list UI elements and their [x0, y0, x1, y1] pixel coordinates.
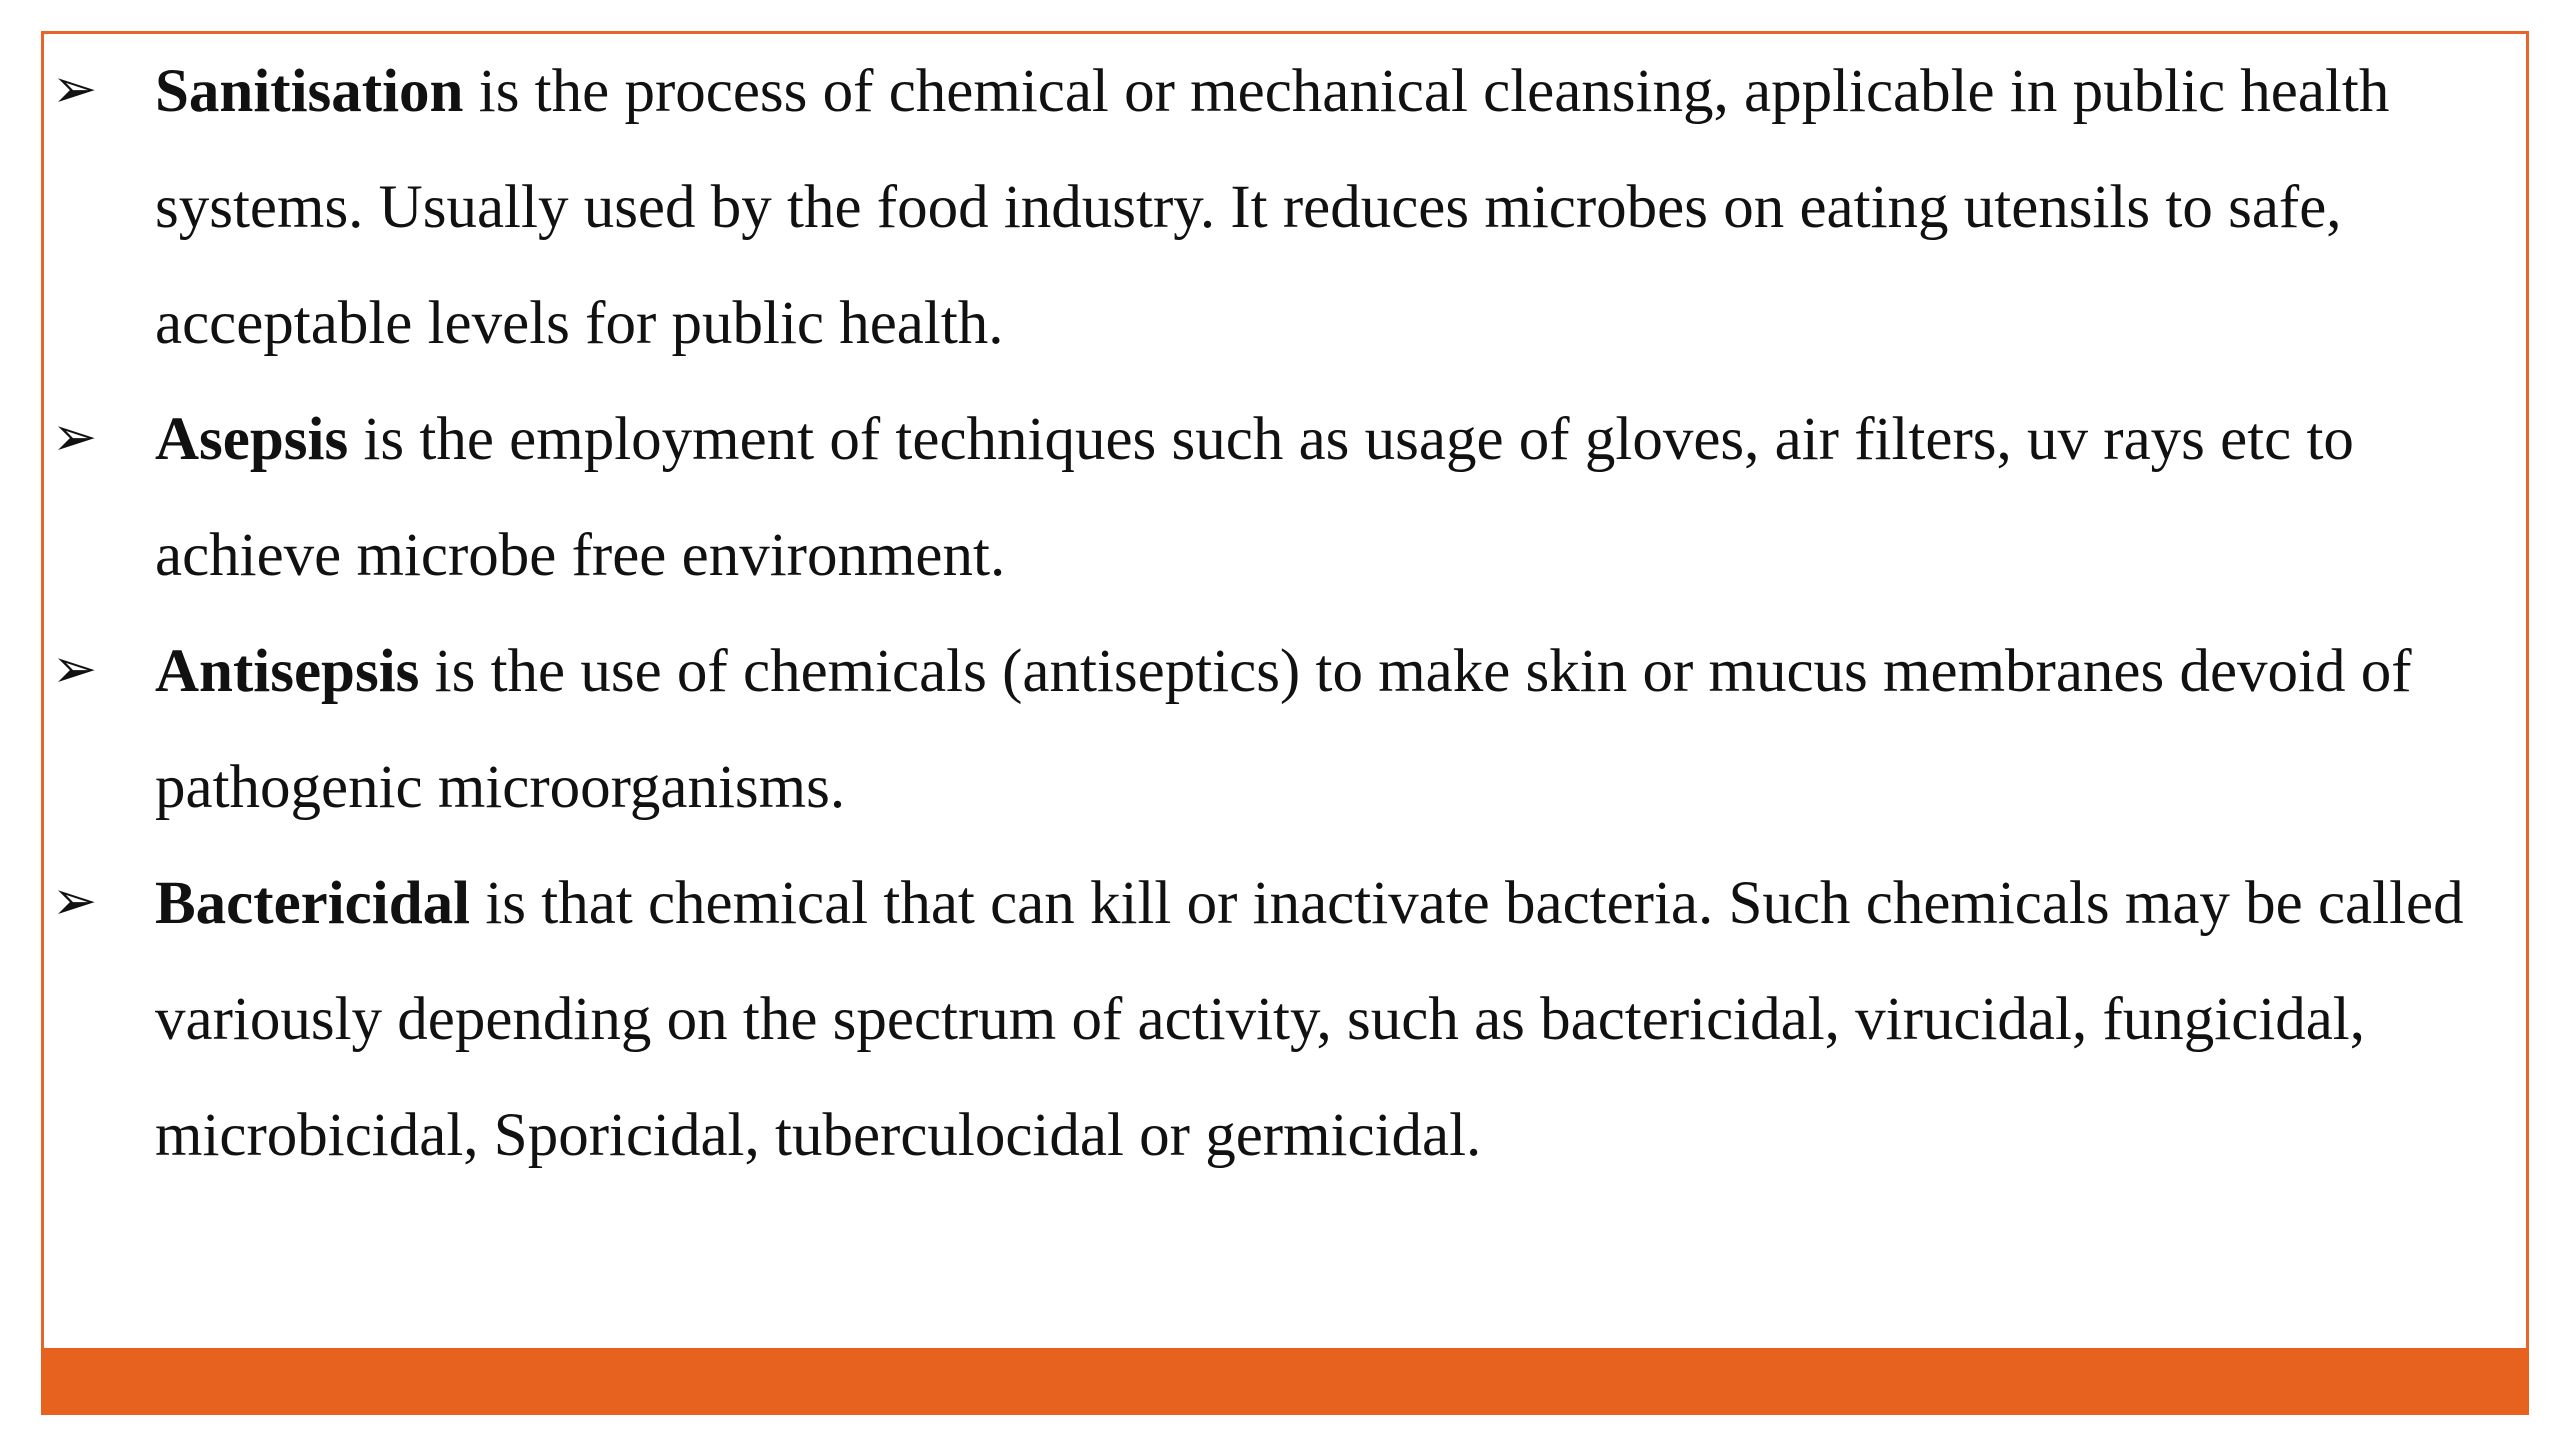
arrowhead-bullet-icon: ➢: [52, 405, 98, 468]
footer-accent-bar: [41, 1348, 2529, 1415]
bullet-text: [155, 34, 2525, 382]
arrowhead-bullet-icon: ➢: [52, 869, 98, 932]
bullet-description: is the process of chemical or mechanical cleansing, applicable in public health systems. Usually used by the food industry. It reduces microbes on eating utensils to safe, acceptable levels for public health.: [155, 58, 2390, 357]
bullet-term: Antisepsis: [155, 638, 420, 705]
bullet-text: [155, 382, 2525, 614]
arrowhead-bullet-icon: ➢: [52, 637, 98, 700]
bullet-term: Bactericidal: [155, 870, 471, 937]
bullet-description: is the use of chemicals (antiseptics) to make skin or mucus membranes devoid of pathogenic microorganisms.: [155, 638, 2412, 821]
bullet-description: is that chemical that can kill or inactivate bacteria. Such chemicals may be called variously depending on the spectrum of activity, such as bactericidal, virucidal, fungicidal, microbicidal, Sporicidal, tuberculocidal or germicidal.: [155, 870, 2464, 1169]
bullet-description: is the employment of techniques such as usage of gloves, air filters, uv rays etc to achieve microbe free environment.: [155, 406, 2354, 589]
bullet-text: [155, 846, 2525, 1194]
bullet-term: Asepsis: [155, 406, 349, 473]
bullet-text: [155, 614, 2525, 846]
bullet-term: Sanitisation: [155, 58, 464, 125]
arrowhead-bullet-icon: ➢: [52, 57, 98, 120]
